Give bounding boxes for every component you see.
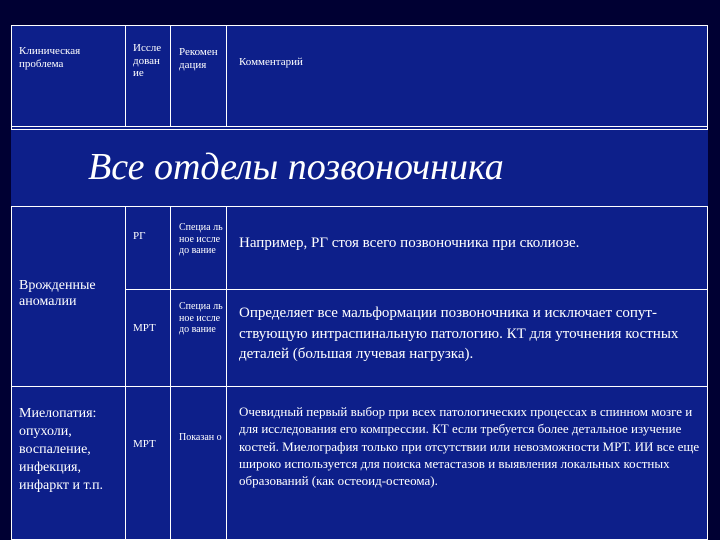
header-comment: Комментарий <box>239 56 303 68</box>
problem-myelopathy: Миелопатия: опухоли, воспаление, инфекция, инфаркт и т.п. <box>19 406 104 493</box>
row-group-divider <box>11 386 708 387</box>
study-rg: РГ <box>133 230 146 242</box>
body-vline-2 <box>170 207 171 540</box>
problem-congenital: Врожденные аномалии <box>19 278 96 310</box>
comment-rg: Например, РГ стоя всего позвоночника при сколиозе. <box>239 235 580 251</box>
header-vline-3 <box>226 25 227 127</box>
recommendation-indicated: Показан о <box>179 432 222 443</box>
header-recommendation: Рекомен дация <box>179 46 218 71</box>
recommendation-special-1: Специа льное исследо вание <box>179 222 223 256</box>
comment-mrt-2: Очевидный первый выбор при всех патологических процессах в спинном мозге и для исследования его компрессии. КТ если требуется более детальное изучение костей. Миелография только при отсутствии или невозможности МРТ. ИИ все еще широко используется для поиска метастазов и выявления локальных костных образований (как остеоид-остеома). <box>239 404 700 489</box>
header-clinical-problem: Клиническая проблема <box>19 45 81 70</box>
recommendation-special-2: Специа льное исследо вание <box>179 301 223 335</box>
section-title: Все отделы позвоночника <box>88 146 504 188</box>
study-mrt-1: МРТ <box>133 322 156 334</box>
row1-divider <box>125 289 708 290</box>
comment-mrt-1: Определяет все мальформации позвоночника и исключает сопут-ствующую интраспинальную патологию. КТ для уточнения костных деталей (большая лучевая нагрузка). <box>239 305 679 363</box>
body-vline-3 <box>226 207 227 540</box>
header-vline-2 <box>170 25 171 127</box>
header-study: Иссле дован ие <box>133 42 162 80</box>
body-vline-1 <box>125 207 126 540</box>
study-mrt-2: МРТ <box>133 438 156 450</box>
header-bottom-line <box>11 126 708 127</box>
header-vline-1 <box>125 25 126 127</box>
